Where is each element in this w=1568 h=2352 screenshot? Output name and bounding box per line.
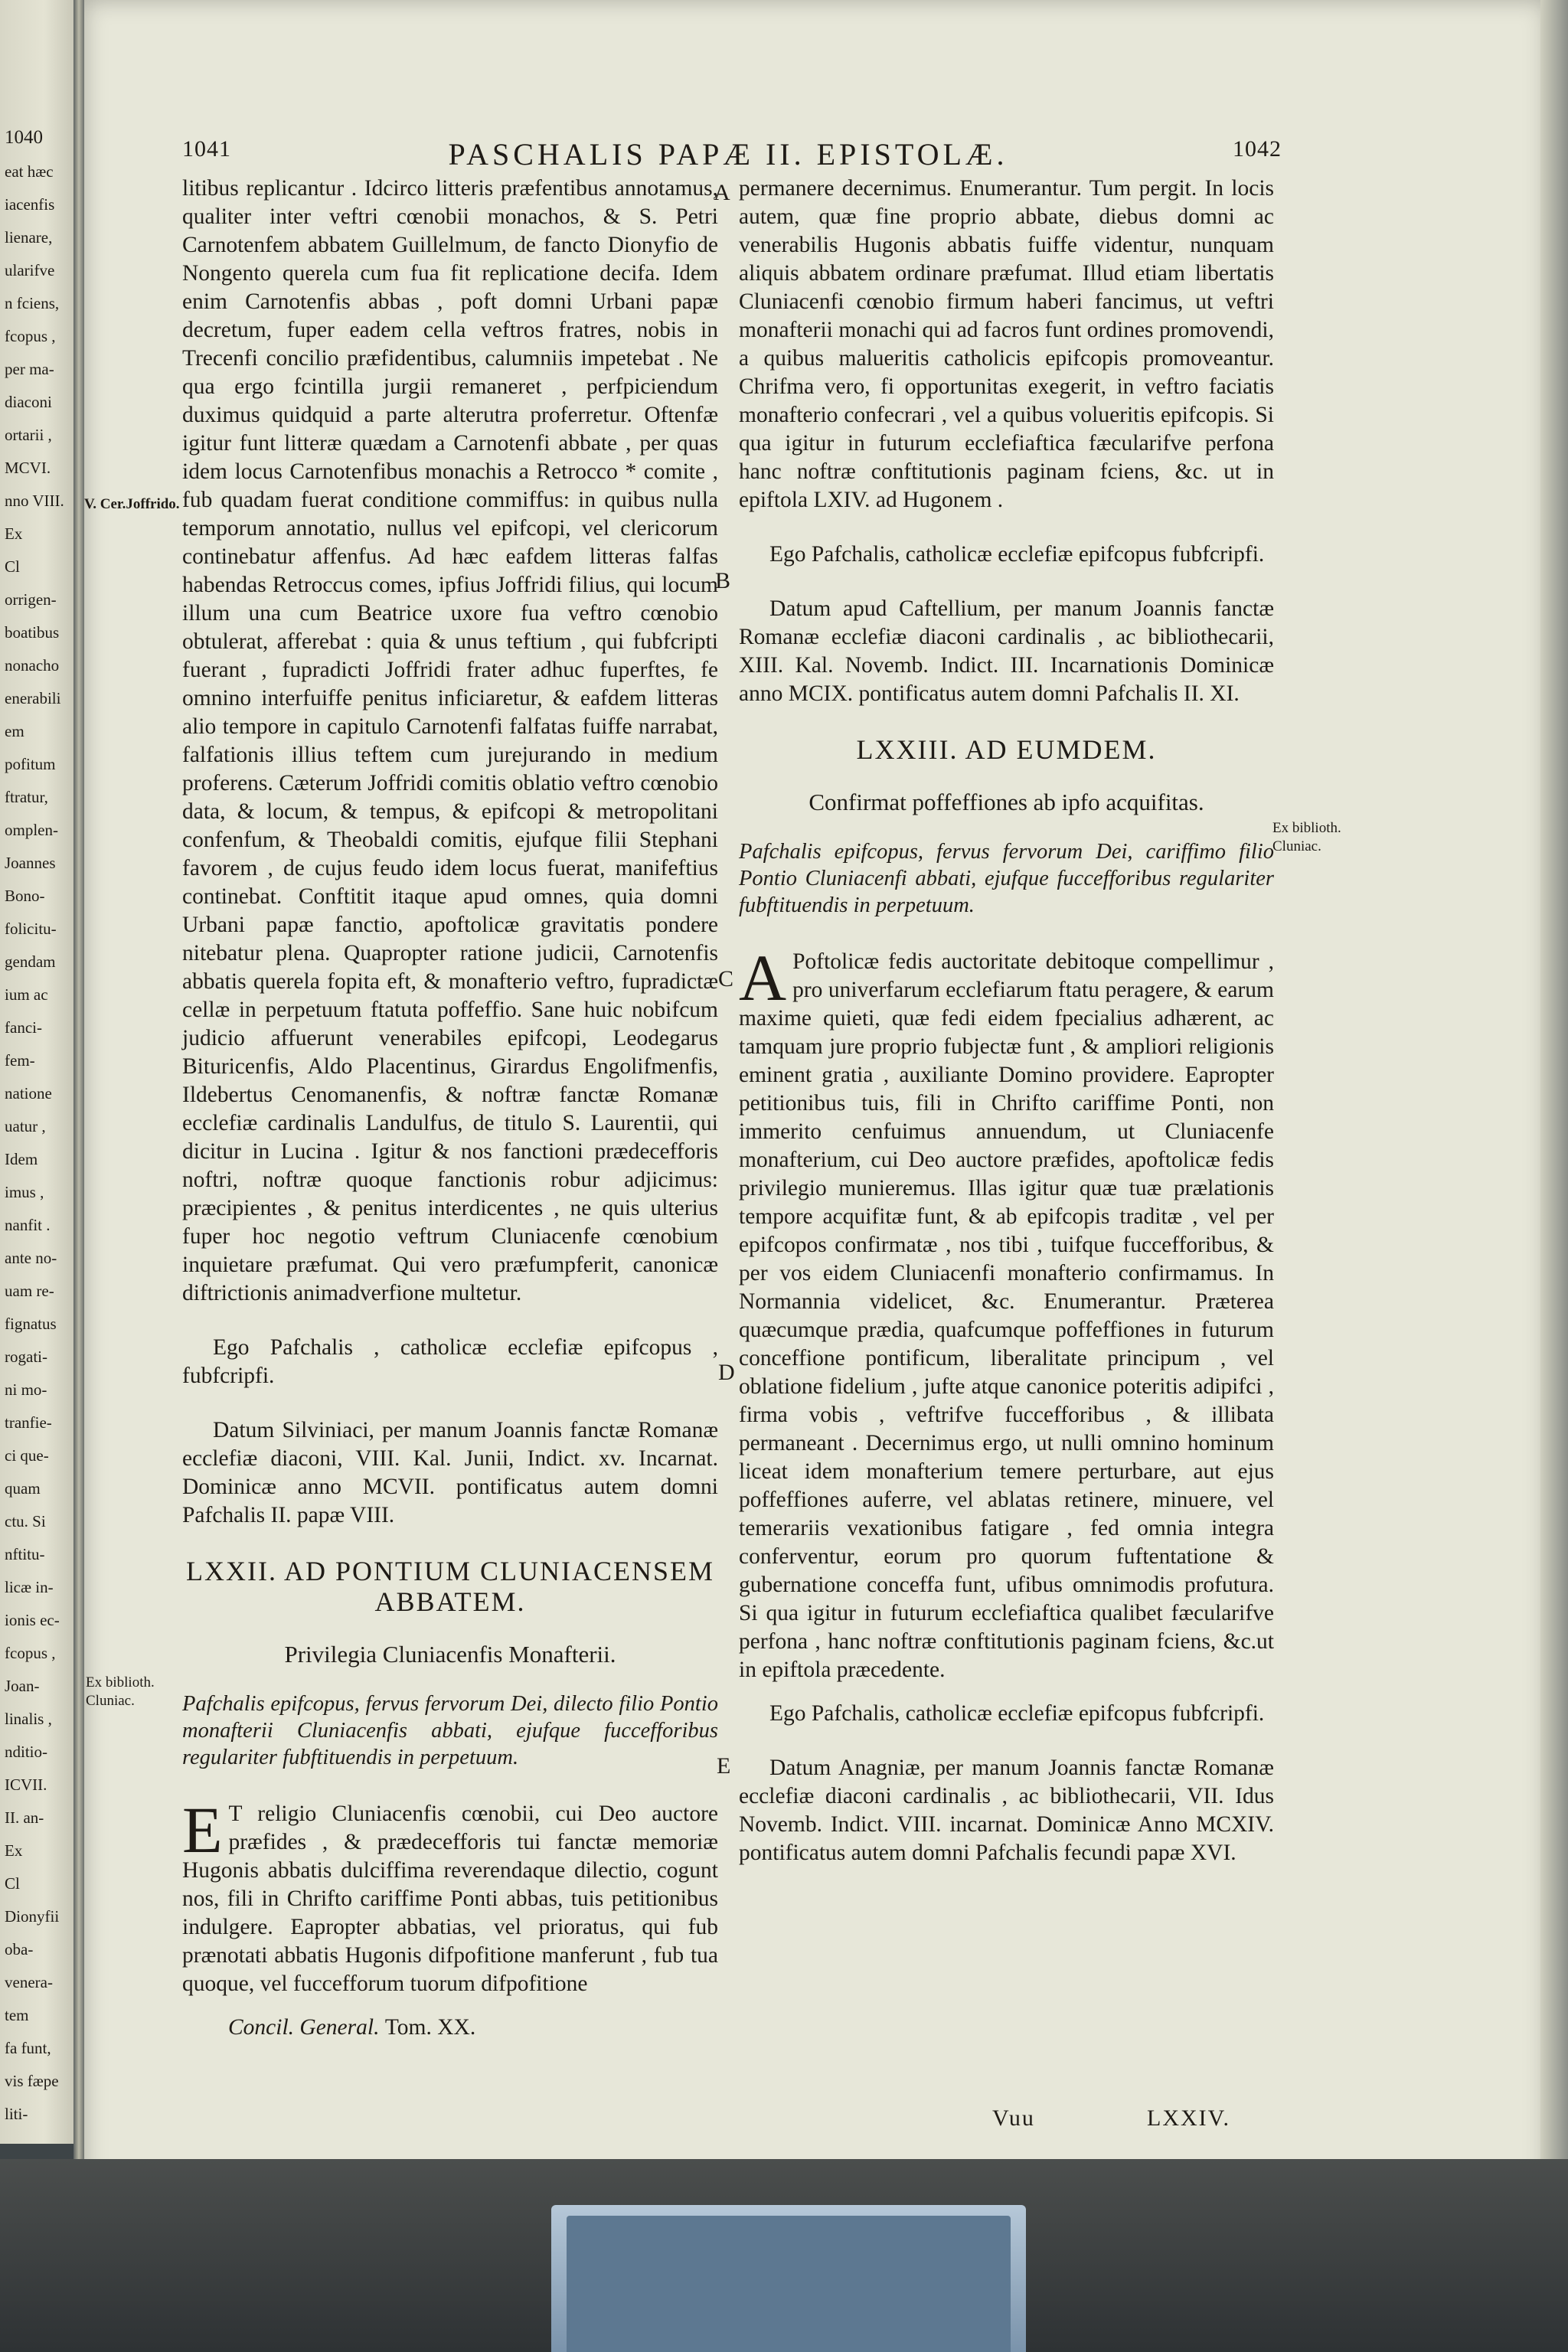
- facing-page-snippet: MCVI.: [5, 459, 51, 477]
- facing-page-snippet: ci que-: [5, 1446, 49, 1465]
- facing-page-snippet: fcopus ,: [5, 327, 56, 345]
- letter-lxxiii-text: Poftolicæ fedis auctoritate debitoque compellimur , pro univerfarum ecclefiarum ftatu peragere, & earum maxime quieti, quæ fedi eidem fpecialius adhærent, ac tamquam jure proprio fubjectæ funt , & ampliori religionis eminent gratia , auxiliante Domino providere. Eapropter petitionibus tuis, fili in Chrifto cariffime Ponti, non immerito cenfuimus annuendum, ut Cluniacenfe monafterium, cui Deo auctore præfides, apoftolicæ fedis privilegio munieremus. Illas igitur quæ tuæ prælationis tempore acquifitæ funt, & ab epifcopis traditæ , vel per epifcopos confirmatæ , nos tibi , tuifque fuccefforibus, & per vos eidem Cluniacenfi monafterio confirmamus. In Normannia videlicet, &c. Enumerantur. Præterea quæcumque prædia, quafcumque poffeffiones in futurum conceffione pontificum, liberalitate principum , vel oblatione fidelium , jufte atque canonice poteritis adipifci , firma vobis , veftrifve fuccefforibus , & illibata permaneant . Decernimus ergo, ut nulli omnino hominum liceat idem monafterium temere perturbare, aut ejus poffeffiones auferre, vel ablatas retinere, minuere, vel temerariis vexationibus fatigare , fed omnia integra conferventur, eorum pro quorum fuftentatione & gubernatione conceffa funt, ufibus omnimodis profutura. Si qua igitur in futurum ecclefiaftica qualibet fæcularifve perfona , hanc noftræ conftitutionis paginam fciens, &c.ut in epiftola præcedente.: [739, 949, 1274, 1682]
- margin-letter-c: C: [718, 966, 734, 991]
- facing-page-snippet: Cl: [5, 1874, 20, 1893]
- letter-lxxiii-signature: Ego Pafchalis, catholicæ ecclefiæ epifcopus fubfcripfi.: [769, 1701, 1265, 1726]
- book-spine: [74, 0, 84, 2167]
- facing-page-snippet: imus ,: [5, 1183, 44, 1201]
- margin-letter-e: E: [717, 1753, 731, 1779]
- facing-page-snippet: uatur ,: [5, 1117, 46, 1135]
- letter-lxxii-continuation: permanere decernimus. Enumerantur. Tum pergit. In locis autem, quæ fine proprio abbate, diebus domni ac venerabilis Hugonis abbatis fuiffe videntur, nunquam aliquis abbatem ordinare præfumat. Illud etiam libertatis Cluniacenfi cœnobio firmum haberi fancimus, ut veftri monafterii monachi qui ad facros funt ordines promovendi, a quibus malueritis catholicis epifcopis promoveantur. Chrifma vero, fi opportunitas exegerit, in veftro faciatis monafterio confecrari , vel a quibus volueritis epifcopis. Si qua igitur in futurum ecclefiaftica fæcularifve perfona hanc noftræ conftitutionis paginam fciens, &c. ut in epiftola LXIV. ad Hugonem .: [739, 176, 1274, 512]
- facing-page-snippet: nftitu-: [5, 1545, 45, 1563]
- margin-letter-a: A: [714, 180, 730, 205]
- facing-page-snippet: n fciens,: [5, 294, 60, 312]
- letter-lxxi-signature: Ego Pafchalis , catholicæ ecclefiæ epifcopus , fubfcripfi.: [182, 1335, 718, 1388]
- facing-page-snippet: ortarii ,: [5, 426, 52, 444]
- right-column: [739, 175, 1274, 1893]
- blue-book-object: [551, 2205, 1026, 2352]
- running-head: [182, 136, 1282, 176]
- facing-page-snippet: pofitum: [5, 755, 56, 773]
- facing-page-snippet: Bono-: [5, 887, 45, 905]
- facing-page-snippet: oba-: [5, 1940, 34, 1958]
- facing-page-snippet: tem: [5, 2006, 29, 2024]
- facing-page-snippet: Joan-: [5, 1677, 40, 1695]
- facing-page-snippet: tranfie-: [5, 1413, 52, 1432]
- facing-page-snippet: ICVII.: [5, 1775, 47, 1794]
- facing-page-snippet: uam re-: [5, 1282, 54, 1300]
- facing-page-snippet: Idem: [5, 1150, 38, 1168]
- facing-page-snippet: folicitu-: [5, 920, 57, 938]
- margin-note-joffrido: V. Cer.Joffrido.: [84, 496, 180, 512]
- facing-page-snippet: per ma-: [5, 360, 54, 378]
- facing-page-snippet: venera-: [5, 1973, 53, 1991]
- running-title: PASCHALIS PAPÆ II. EPISTOLÆ.: [448, 137, 1008, 172]
- facing-page-snippet: orrigen-: [5, 590, 57, 609]
- facing-page-snippet: ium ac: [5, 985, 48, 1004]
- facing-page-snippet: fignatus: [5, 1315, 57, 1333]
- letter-lxxiii-body: [739, 941, 1274, 1684]
- facing-page-snippet: omplen-: [5, 821, 58, 839]
- facing-page-snippet: lienare,: [5, 228, 53, 247]
- facing-page-snippet: liti-: [5, 2105, 28, 2123]
- facing-page-snippet: ctu. Si: [5, 1512, 46, 1530]
- facing-page-snippet: nno VIII.: [5, 492, 64, 510]
- footer-tome: Tom. XX.: [384, 2015, 476, 2040]
- facing-page-snippet: ftratur,: [5, 788, 48, 806]
- left-column: [182, 175, 718, 2068]
- facing-page-snippet: fem-: [5, 1051, 35, 1070]
- letter-lxxiii-salutation: Pafchalis epifcopus, fervus fervorum Dei, cariffimo filio Pontio Cluniacenfi abbati, ejufque fuccefforibus regulariter fubftituendis in perpetuum.: [739, 840, 1274, 917]
- facing-page-snippet: Dionyfii: [5, 1907, 60, 1926]
- facing-page-snippet: vis fæpe: [5, 2072, 59, 2090]
- facing-page-snippet: quam: [5, 1479, 41, 1498]
- facing-page-snippet: fa funt,: [5, 2039, 51, 2057]
- dropcap-a: A: [739, 941, 787, 1014]
- facing-page-snippet: nditio-: [5, 1743, 47, 1761]
- margin-letter-b: B: [715, 568, 731, 593]
- left-facing-page-strip: [0, 0, 74, 2144]
- facing-page-snippet: licæ in-: [5, 1578, 54, 1596]
- facing-page-snippet: natione: [5, 1084, 52, 1102]
- catchword: LXXIV.: [1147, 2105, 1230, 2131]
- facing-page-snippet: enerabili: [5, 689, 61, 707]
- margin-letter-d: D: [718, 1360, 735, 1385]
- left-page-number: 1041: [182, 136, 231, 162]
- right-page-number: 1042: [1233, 136, 1282, 162]
- facing-page-snippet: ularifve: [5, 261, 55, 279]
- letter-lxxii-datum: Datum apud Caftellium, per manum Joannis fanctæ Romanæ ecclefiæ diaconi cardinalis , ac bibliothecarii, XIII. Kal. Novemb. Indict. III. Incarnationis Dominicæ anno MCIX. pontificatus autem domni Pafchalis II. XI.: [739, 596, 1274, 706]
- letter-lxxii-body: [182, 1793, 718, 1998]
- letter-lxxi-body: litibus replicantur . Idcirco litteris præfentibus annotamus, qualiter inter veftri cœnobii monachos, & S. Petri Carnotenfem abbatem Guillelmum, de fancto Dionyfio de Nongento querela cum fua fit replicatione decifa. Idem enim Carnotenfis abbas , poft domni Urbani papæ decretum, fuper eadem cella veftros fratres, nobis in Trecenfi concilio præfidentibus, calumniis impetebat . Ne qua ergo fcintilla jurgii remaneret , perfpiciendum duximus quidquid a parte alterutra proferretur. Oftenfæ igitur funt litteræ quædam a Carnotenfi abbate , per quas idem locus Carnotenfibus monachis a Retrocco * comite , fub quadam fuerat conditione commiffus: in quibus nulla temporum annotatio, nullus vel epifcopi, vel clericorum continebatur affenfus. Ad hæc eafdem litteras falfas habendas Retroccus comes, ipfius Joffridi filius, qui locum illum una cum Beatrice uxore fua veftro cœnobio obtulerat, afferebat : quia & unus teftium , qui fubfcripti fuerant , fupradicti Joffridi frater adhuc fuperftes, fe omnino interfuiffe penitus inficiaretur, & eafdem litteras alio tempore in capitulo Carnotenfi falfatas fuiffe narrabat, falfationis illius teftem cum jurejurando in medium proferens. Cæterum Joffridi comitis oblatio veftro cœnobio data, & locum, & tempus, & epifcopi & metropolitani confenfum, & Theobaldi comitis, ejufque filii Stephani favorem , de cujus feudo idem locus fuerat, manifeftius continebat. Conftitit itaque apud omnes, quia domni Urbani papæ fanctio, apoftolicæ gravitatis pondere nitebatur plena. Quapropter ratione judicii, Carnotenfis abbatis querela fopita eft, & monafterio veftro, fupradictæ cellæ in perpetuum ftatuta poffeffio. Sane huic nobifcum judicio affuerunt venerabiles epifcopi, Leodegarus Bituricenfis, Aldo Placentinus, Girardus Engolifmenfis, Ildebertus Cenomanenfis, & noftræ fanctæ Romanæ ecclefiæ cardinalis Landulfus, de titulo S. Laurentii, qui dicitur in Lucina . Igitur & nos fanctioni prædecefforis noftri, noftræ quoque fanctionis robur adjicimus: præcipientes , & penitus interdicentes , ne quis ulterius fuper hoc negotio veftrum Cluniacenfe cœnobium inquietare præfumat. Qui vero præfumpferit, canonicæ diftrictionis animadverfione multetur.: [182, 176, 718, 1305]
- letter-lxxii-subheading: Privilegia Cluniacenfis Monafterii.: [284, 1641, 616, 1668]
- letter-lxxiii-subheading: Confirmat poffeffiones ab ipfo acquifitas.: [808, 789, 1204, 815]
- page-edge: [1540, 0, 1568, 2202]
- facing-page-snippet: nonacho: [5, 656, 60, 675]
- facing-page-number: 1040: [5, 127, 43, 148]
- facing-page-snippet: fcopus ,: [5, 1644, 56, 1662]
- facing-page-snippet: Cl: [5, 557, 20, 576]
- letter-lxxii-signature: Ego Pafchalis, catholicæ ecclefiæ epifcopus fubfcripfi.: [769, 542, 1265, 567]
- facing-page-snippet: ni mo-: [5, 1380, 47, 1399]
- footer-concil: Concil. General.: [228, 2015, 380, 2040]
- facing-page-snippet: Ex: [5, 524, 23, 543]
- facing-page-snippet: ionis ec-: [5, 1611, 60, 1629]
- facing-page-snippet: Joannes: [5, 854, 56, 872]
- facing-page-snippet: ante no-: [5, 1249, 57, 1267]
- signature-mark: Vuu: [992, 2105, 1035, 2131]
- facing-page-snippet: diaconi: [5, 393, 52, 411]
- page-footer-line: [182, 2014, 718, 2042]
- facing-page-snippet: iacenfis: [5, 195, 55, 214]
- facing-page-snippet: boatibus: [5, 623, 60, 642]
- facing-page-snippet: nanfit .: [5, 1216, 51, 1234]
- facing-page-snippet: gendam: [5, 952, 56, 971]
- facing-page-snippet: II. an-: [5, 1808, 44, 1827]
- facing-page-snippet: fanci-: [5, 1018, 42, 1037]
- letter-lxxiii-datum: Datum Anagniæ, per manum Joannis fanctæ Romanæ ecclefiæ diaconi cardinalis , ac bibliothecarii, VII. Idus Novemb. Indict. VIII. incarnat. Dominicæ Anno MCXIV. pontificatus autem domni Pafchalis fecundi papæ XVI.: [739, 1756, 1274, 1865]
- letter-lxxii-heading: LXXII. AD PONTIUM CLUNIACENSEM ABBATEM.: [186, 1556, 714, 1617]
- facing-page-snippet: Ex: [5, 1841, 23, 1860]
- facing-page-snippet: rogati-: [5, 1348, 47, 1366]
- letter-lxxii-salutation: Pafchalis epifcopus, fervus fervorum Dei, dilecto filio Pontio monafterii Cluniacenfis abbati, ejufque fuccefforibus regulariter fubftituendis in perpetuum.: [182, 1692, 718, 1769]
- margin-note-bibliotheca-right: Ex biblioth. Cluniac.: [1272, 820, 1341, 854]
- letter-lxxiii-heading: LXXIII. AD EUMDEM.: [856, 734, 1157, 765]
- facing-page-snippet: linalis ,: [5, 1710, 52, 1728]
- facing-page-snippet: eat hæc: [5, 162, 54, 181]
- dropcap-e: E: [182, 1793, 223, 1867]
- margin-note-bibliotheca-left: Ex biblioth. Cluniac.: [86, 1674, 155, 1709]
- letter-lxxii-text: T religio Cluniacenfis cœnobii, cui Deo auctore præfides , & prædecefforis tui fanctæ memoriæ Hugonis abbatis dulciffima reverendaque dilectio, cogunt nos, fili in Chrifto cariffime Ponti abbas, tuis petitionibus indulgere. Eapropter abbatias, vel prioratus, qui fub prænotati abbatis Hugonis difpofitione manferunt , fub tua quoque, vel fuccefforum tuorum difpofitione: [182, 1802, 718, 1996]
- letter-lxxi-datum: Datum Silviniaci, per manum Joannis fanctæ Romanæ ecclefiæ diaconi, VIII. Kal. Junii, Indict. xv. Incarnat. Dominicæ anno MCVII. pontificatus autem domni Pafchalis II. papæ VIII.: [182, 1418, 718, 1527]
- facing-page-snippet: em: [5, 722, 24, 740]
